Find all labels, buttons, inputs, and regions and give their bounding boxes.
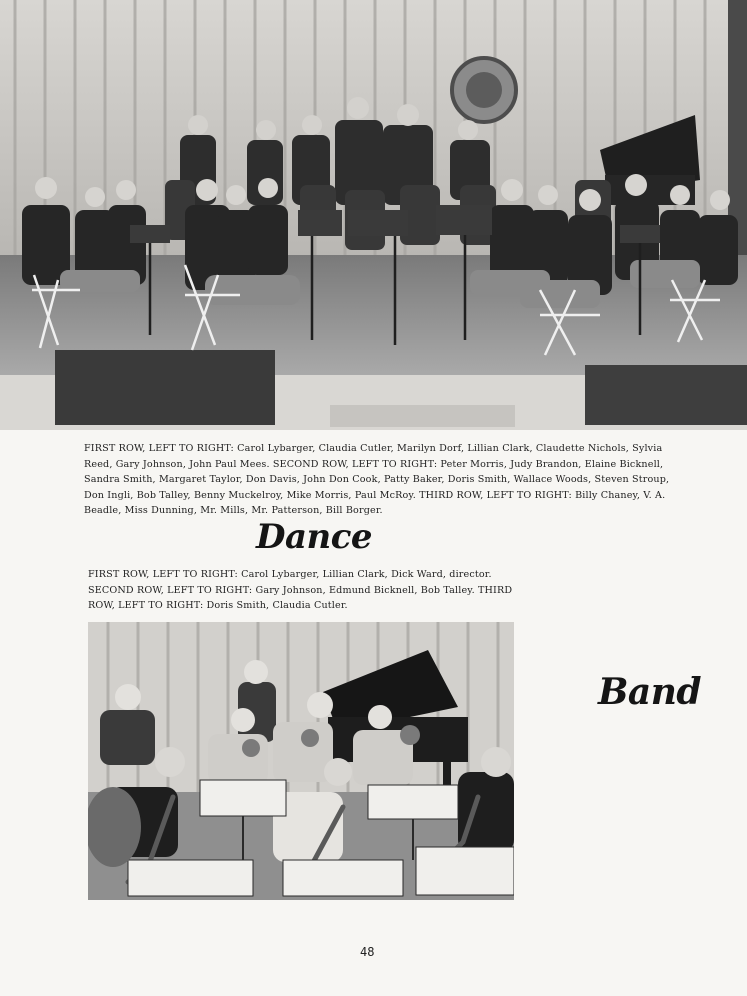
band-heading: Band [598,671,702,713]
dance-heading: Dance [256,517,373,557]
band-photo [0,0,747,430]
dance-caption: FIRST ROW, LEFT TO RIGHT: Carol Lybarger, Lillian Clark, Dick Ward, director. SECOND ROW, LEFT TO RIGHT: Gary Johnson, Edmund Bicknell, Bob Talley. THIRD ROW, LEFT TO RIGHT: Doris Smith, Claudia Cutler. [88,569,513,611]
band-caption: FIRST ROW, LEFT TO RIGHT: Carol Lybarger, Claudia Cutler, Marilyn Dorf, Lillian Clark, Claudette Nichols, Sylvia Reed, Gary Johnson, John Paul Mees. SECOND ROW, LEFT TO RIGHT: Peter Morris, Judy Brandon, Elaine Bicknell, Sandra Smith, Margaret Taylor, Don Davis, John Don Cook, Patty Baker, Doris Smith, Wallace Woods, Steven Stroup, Don Ingli, Bob Talley, Benny Muckelroy, Mike Morris, Paul McRoy. THIRD ROW, LEFT TO RIGHT: Billy Chaney, V. A. Beadle, Miss Dunning, Mr. Mills, Mr. Patterson, Bill Borger. [84,443,670,516]
page-number: 48 [360,945,375,959]
dance-photo [88,622,514,900]
